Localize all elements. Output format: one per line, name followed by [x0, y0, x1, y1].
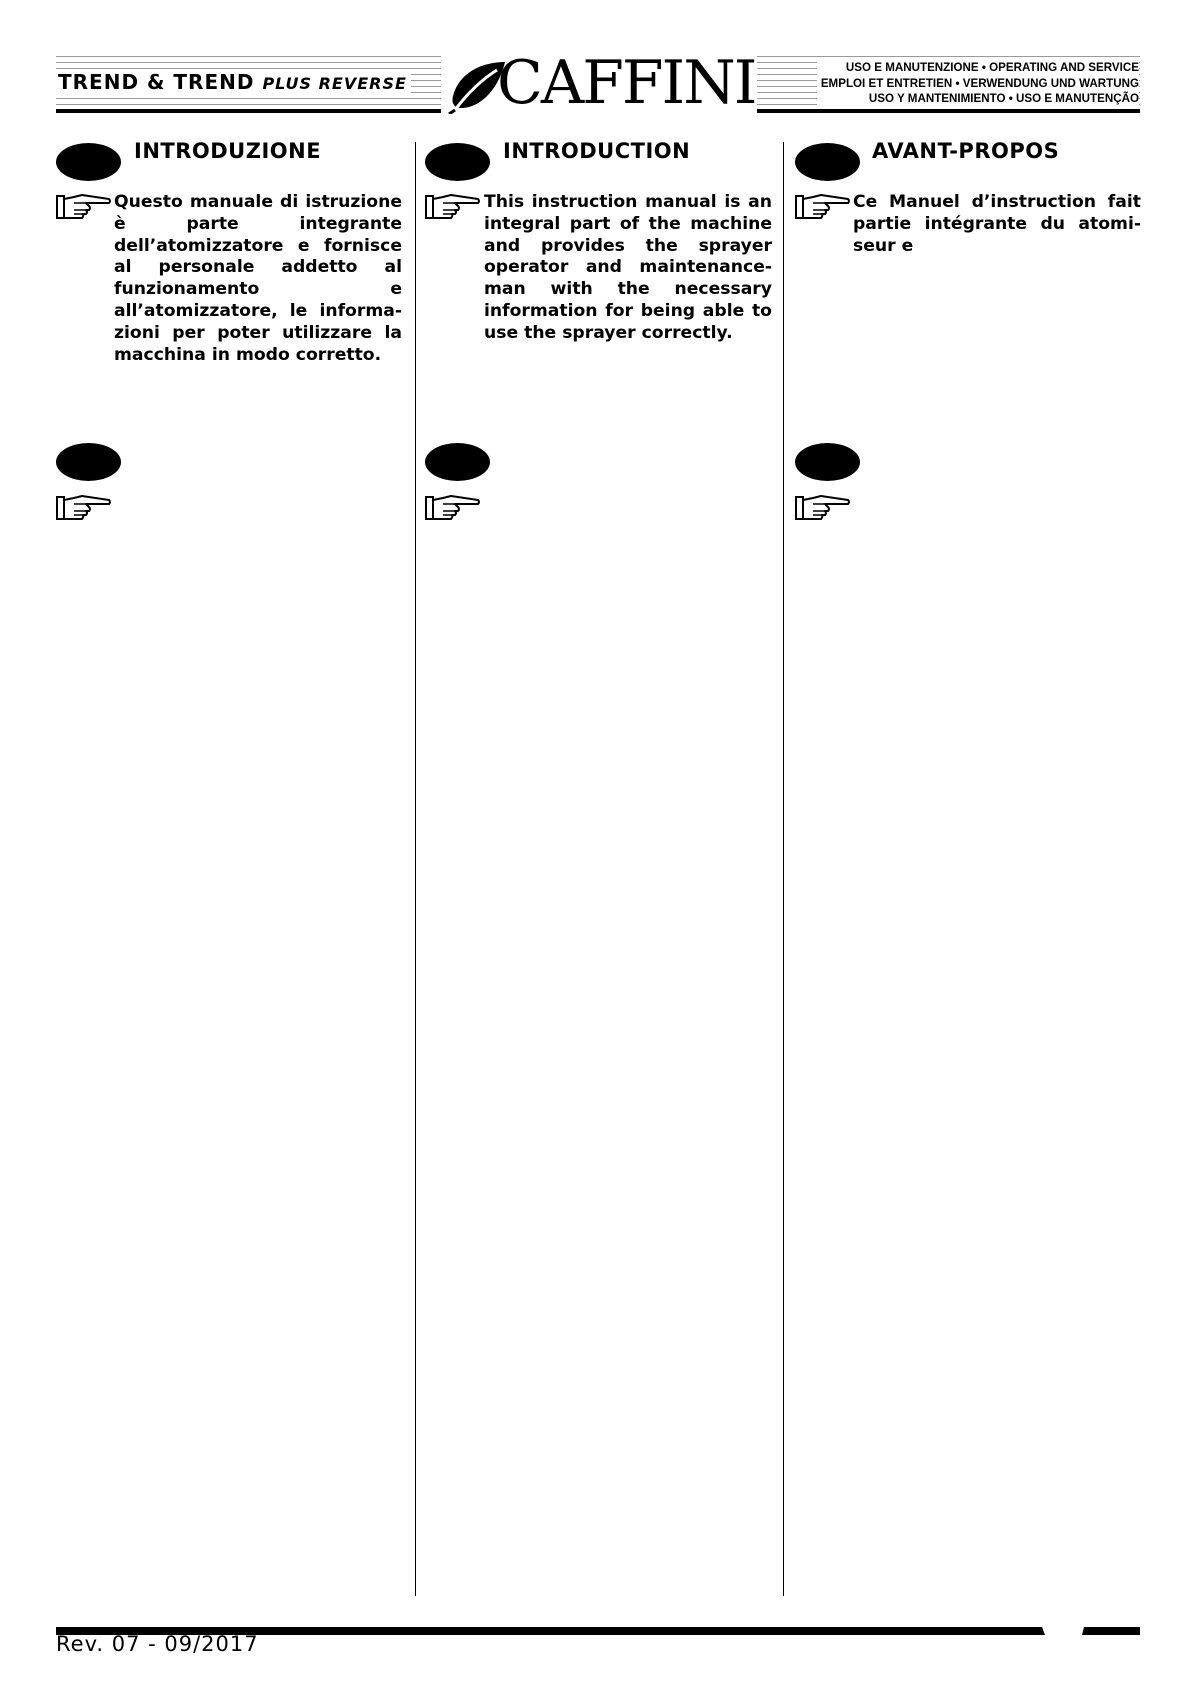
pointing-hand-icon [795, 193, 851, 221]
language-badge [795, 143, 860, 181]
pointing-hand-icon [795, 494, 851, 522]
language-badge [56, 443, 121, 481]
pointing-hand-icon [425, 193, 481, 221]
section-title: AVANT-PROPOS [872, 139, 1060, 163]
header-languages [817, 60, 1139, 107]
brand-name: CAFFINI [497, 48, 756, 118]
language-badge [425, 443, 490, 481]
section-paragraph: Ce Manuel d’instruction fait partie intégrante du atomiseur e [853, 192, 1141, 256]
revision-label: Rev. 07 - 09/2017 [56, 1632, 259, 1656]
section-title: INTRODUCTION [503, 139, 691, 163]
header-model-title [56, 70, 411, 94]
pointing-hand-icon [56, 494, 112, 522]
column-divider [415, 142, 416, 1596]
language-badge [795, 443, 860, 481]
language-badge [56, 143, 121, 181]
pointing-hand-icon [425, 494, 481, 522]
pointing-hand-icon [56, 193, 112, 221]
header-language-line: EMPLOI ET ENTRETIEN • VERWENDUNG UND WARTUNG [820, 76, 1139, 90]
header-language-line: USO Y MANTENIMIENTO • USO E MANUTENÇÃO [868, 92, 1139, 105]
brand-logo [441, 48, 757, 118]
header-language-line: USO E MANUTENZIONE • OPERATING AND SERVICE [845, 61, 1139, 74]
section-title: INTRODUZIONE [134, 139, 322, 163]
language-badge [425, 143, 490, 181]
column-divider [783, 142, 784, 1596]
header-model-prefix: TREND & TREND [58, 70, 255, 94]
section-paragraph: Questo manuale di istruzione è parte integrante dell’atomizzatore e fornisce al personale addetto al funzionamento e all’atomizzatore, le informazioni per poter utilizzare la macchina in modo corretto. [114, 192, 402, 365]
header-model-suffix: PLUS REVERSE [262, 74, 407, 93]
section-paragraph: This instruction manual is an integral part of the machine and provides the sprayer operator and maintenanceman with the necessary information for being able to use the sprayer correctly. [484, 192, 772, 343]
